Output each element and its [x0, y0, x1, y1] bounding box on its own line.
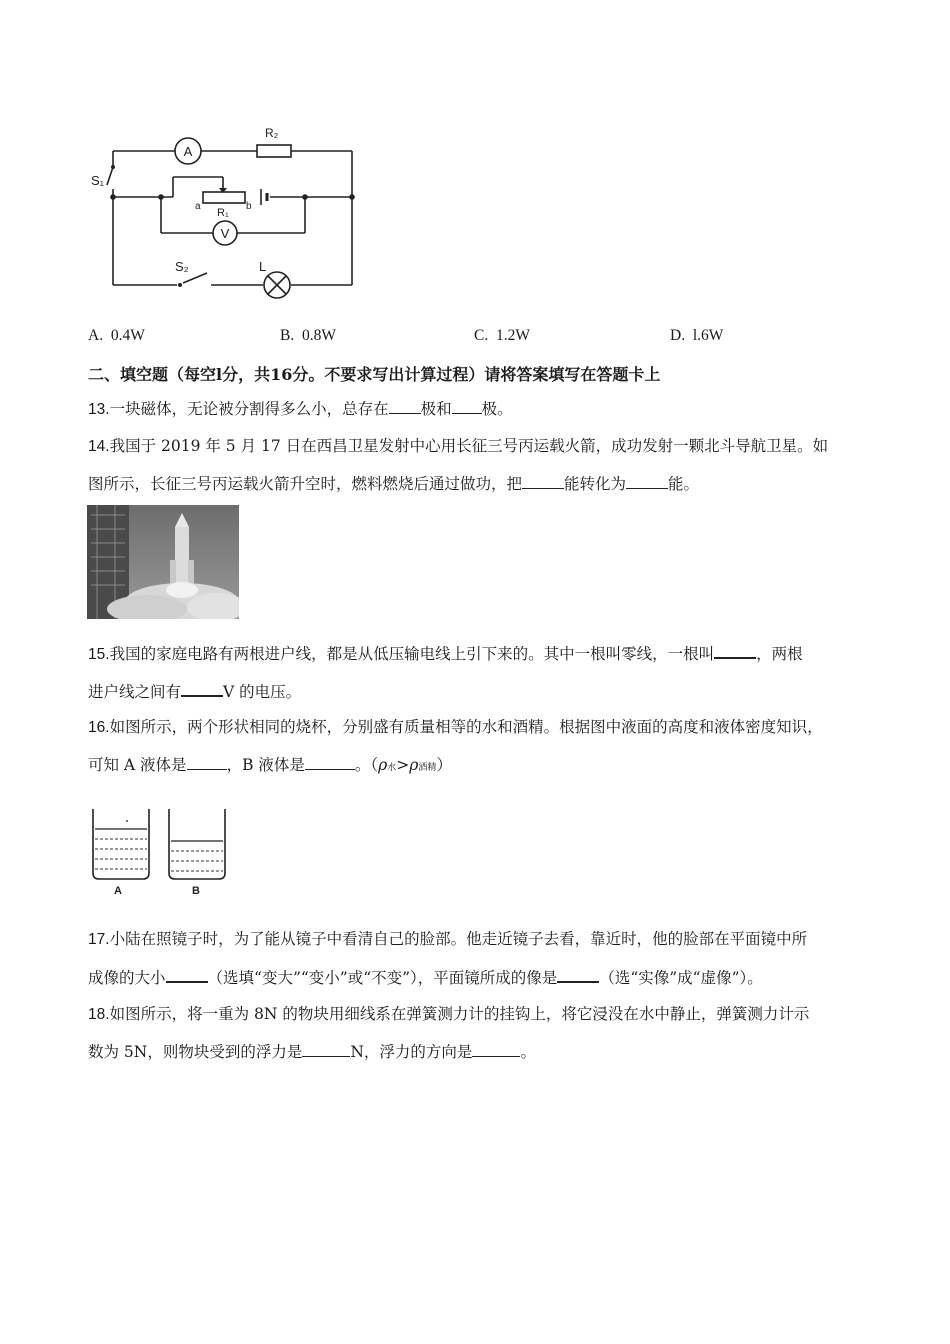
question-17-line-1: 17.小陆在照镜子时，为了能从镜子中看清自己的脸部。他走近镜子去看，靠近时，他的脸部在平面镜中所: [88, 930, 808, 948]
question-15-line-1: 15.我国的家庭电路有两根进户线，都是从低压输电线上引下来的。其中一根叫零线，一根叫 ，两根: [88, 642, 803, 666]
blank[interactable]: [181, 680, 223, 697]
svg-text:R₁: R₁: [217, 207, 229, 219]
blank[interactable]: [714, 642, 756, 659]
circuit-diagram: [85, 115, 365, 300]
svg-text:A: A: [183, 144, 193, 159]
question-18-line-1: 18.如图所示，将一重为 8N 的物块用细线系在弹簧测力计的挂钩上，将它浸没在水中静止，弹簧测力计示: [88, 1005, 810, 1023]
blank[interactable]: [305, 754, 355, 770]
svg-text:b: b: [246, 201, 252, 212]
option-a: A. 0.4W: [88, 327, 145, 344]
blank[interactable]: [472, 1041, 520, 1057]
beaker-b-label: B: [192, 885, 200, 897]
beaker-a-label: A: [114, 885, 122, 897]
question-15-line-2: 进户线之间有 V 的电压。: [88, 680, 301, 703]
option-d: D. l.6W: [670, 327, 724, 344]
option-b: B. 0.8W: [280, 327, 336, 344]
question-14-line-1: 14.我国于 2019 年 5 月 17 日在西昌卫星发射中心用长征三号丙运载火箭，成功发射一颗北斗导航卫星。如: [88, 437, 829, 455]
blank[interactable]: [302, 1041, 350, 1057]
question-13: 13.一块磁体，无论被分割得多么小，总存在 极和 极。: [88, 400, 513, 418]
question-17-line-2: 成像的大小 （选填“变大”“变小”或“不变”），平面镜所成的像是 （选“实像”成“虚像”）。: [88, 966, 763, 989]
svg-text:a: a: [195, 201, 201, 212]
option-c: C. 1.2W: [474, 327, 530, 344]
blank[interactable]: [389, 398, 421, 414]
question-16-line-2: 可知 A 液体是 ，B 液体是 。（ρ水>ρ酒精）: [88, 756, 452, 774]
svg-text:V: V: [220, 226, 230, 241]
blank[interactable]: [452, 398, 482, 414]
resistor-r2: [257, 145, 291, 157]
rocket-launch-photo: [87, 505, 239, 619]
question-18-line-2: 数为 5N，则物块受到的浮力是 N，浮力的方向是 。: [88, 1043, 536, 1061]
question-16-line-1: 16.如图所示，两个形状相同的烧杯，分别盛有质量相等的水和酒精。根据图中液面的高度和液体密度知识，: [88, 718, 823, 736]
blank[interactable]: [187, 754, 227, 770]
svg-text:L: L: [259, 259, 267, 274]
section-heading: 二、填空题（每空l分，共16分。不要求写出计算过程）请将答案填写在答题卡上: [88, 365, 661, 384]
blank[interactable]: [166, 966, 208, 983]
svg-text:R₂: R₂: [265, 126, 279, 140]
rheostat-r1: [203, 192, 245, 203]
blank[interactable]: [522, 473, 564, 489]
beakers-diagram: [87, 803, 232, 899]
blank[interactable]: [557, 966, 599, 983]
question-14-line-2: 图所示，长征三号丙运载火箭升空时，燃料燃烧后通过做功，把 能转化为 能。: [88, 475, 700, 493]
svg-text:S₁: S₁: [91, 173, 105, 188]
blank[interactable]: [626, 473, 668, 489]
svg-text:S₂: S₂: [175, 259, 189, 274]
